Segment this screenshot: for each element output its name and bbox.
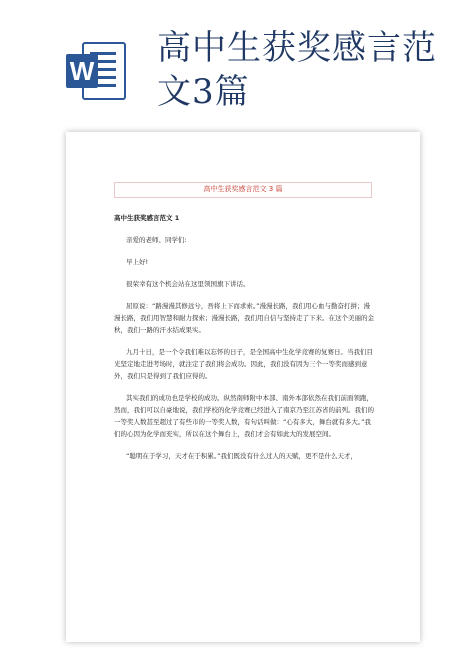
page-title-line-1: 高中生获奖感言范 bbox=[157, 28, 437, 68]
word-badge-letter: W bbox=[66, 54, 98, 88]
document-paragraph: 亲爱的老师、同学们: bbox=[126, 236, 187, 244]
document-paragraph: 屈原说：“路漫漫其修远兮，吾将上下而求索。”漫漫长路，我们用心血与勤奋打拼；漫漫长路，我们用智慧和耐力探索；漫漫长路，我们用自信与坚持走了下来。在这个美丽的金秋，我们一路的汗水结成果实。 bbox=[114, 302, 374, 334]
header bbox=[0, 0, 474, 118]
document-subtitle: 高中生获奖感言范文 1 bbox=[114, 214, 180, 222]
document-paragraph: 很荣幸有这个机会站在这里领国旗下讲话。 bbox=[126, 280, 250, 288]
document-paragraph: 九月十日，是一个令我们难以忘怀的日子，是全国高中生化学竞赛的复赛日。当我们目光坚定地走进考场时，就注定了我们将会成功。因此，我们没有因为三个一等奖而感到意外，我们只是得到了我们应得的。 bbox=[114, 348, 373, 380]
document-paragraph: 早上好! bbox=[126, 258, 149, 266]
document-body bbox=[114, 212, 374, 472]
document-paragraph: “聪明在于学习，天才在于积累。”我们既没有什么过人的天赋，更不是什么天才， bbox=[126, 452, 357, 460]
document-preview bbox=[66, 132, 420, 642]
page-title-line-2: 文3篇 bbox=[157, 72, 250, 112]
page-title bbox=[157, 26, 457, 114]
document-heading-box bbox=[114, 182, 372, 198]
document-heading: 高中生获奖感言范文 3 篇 bbox=[203, 185, 283, 193]
word-icon bbox=[64, 38, 128, 104]
document-paragraph: 其实我们的成功也是学校的成功。纵然南师附中本部、南外本部依然在我们前面领跑，然而，我们可以自豪地说，我们学校的化学竞赛已经进入了南京乃至江苏省的前列。我们的一等奖人数甚至超过了有些市的一等奖人数，有句话叫做：“心有多大，舞台就有多大。”我们的心因为化学而充实，所以在这个舞台上，我们才会有如此大的发展空间。 bbox=[114, 394, 374, 438]
